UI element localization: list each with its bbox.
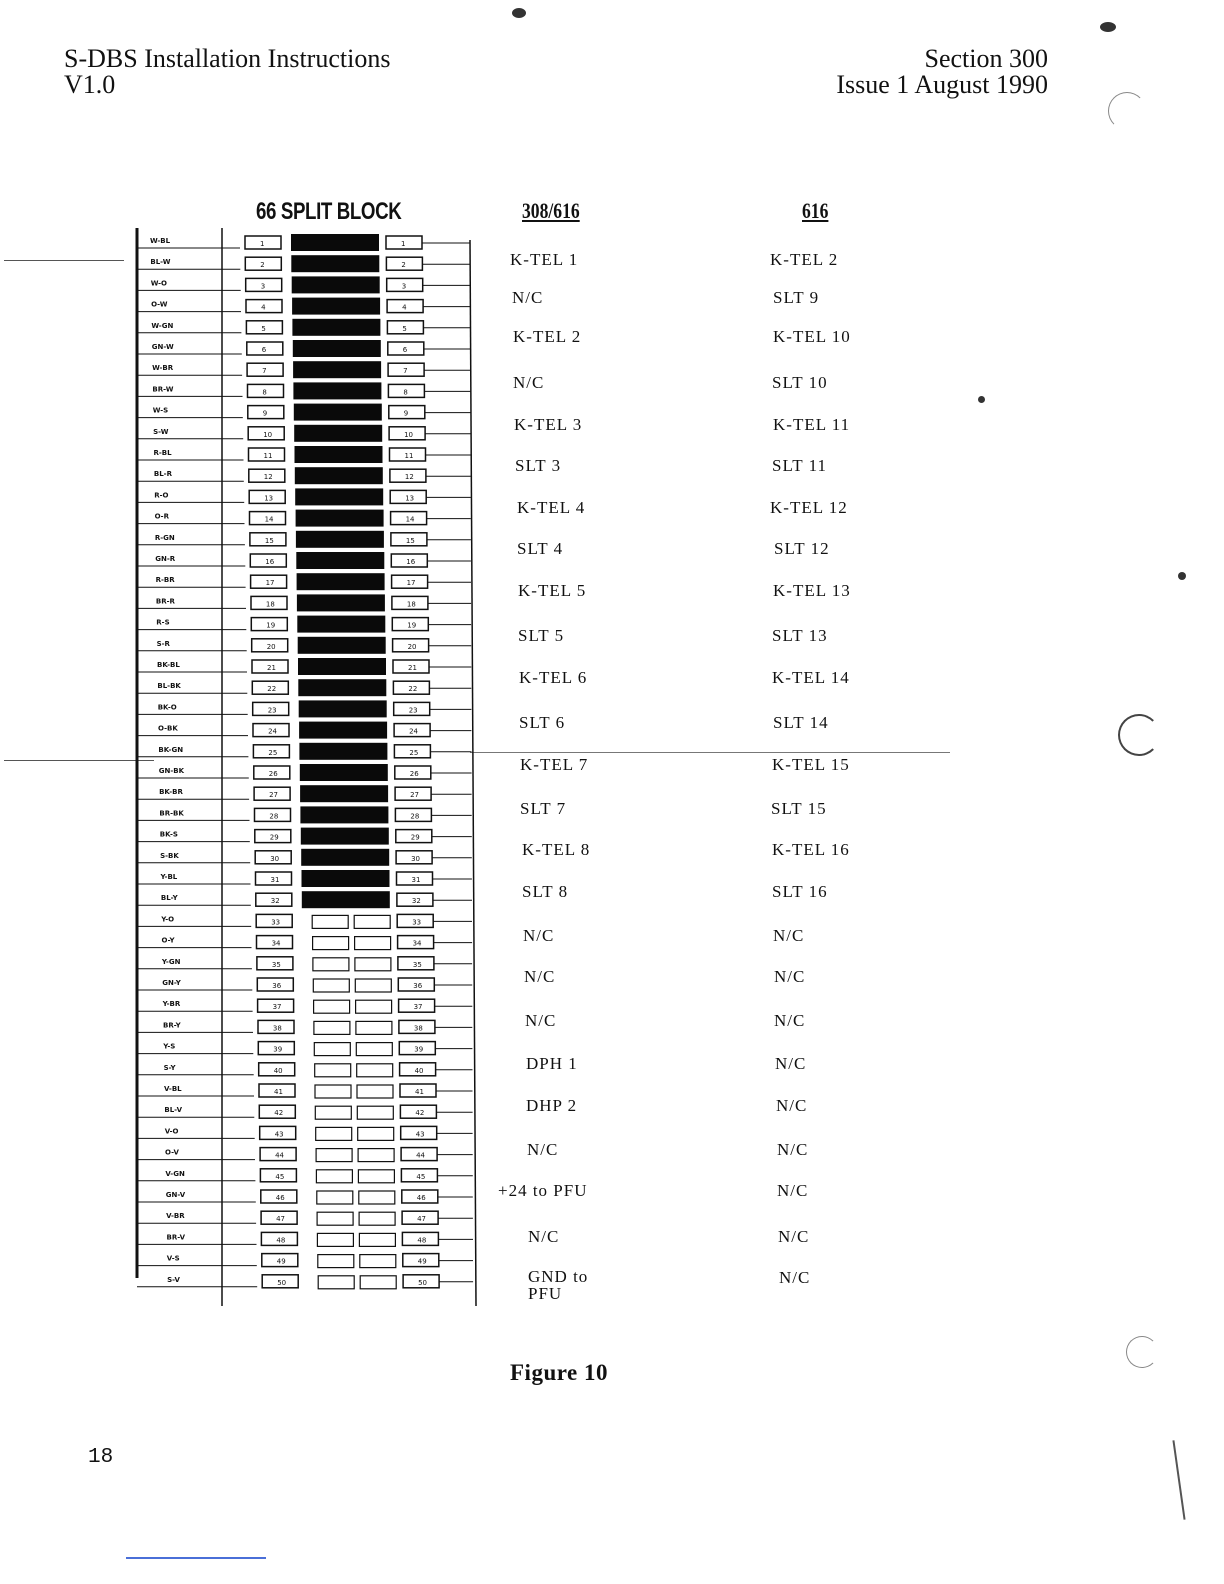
bridging-clip bbox=[296, 510, 384, 527]
assignment-308-616: +24 to PFU bbox=[498, 1181, 588, 1200]
header-left bbox=[64, 46, 390, 98]
assignment-616: SLT 10 bbox=[772, 373, 828, 392]
left-clip-number: 32 bbox=[270, 897, 280, 906]
bridging-clip bbox=[295, 467, 383, 484]
scan-speck bbox=[512, 8, 526, 18]
right-clip-number: 19 bbox=[407, 621, 417, 630]
right-clip-number: 21 bbox=[408, 664, 417, 672]
right-clip-number: 8 bbox=[403, 388, 408, 397]
assignment-616: SLT 16 bbox=[772, 882, 828, 901]
assignment-308-616: DPH 1 bbox=[526, 1054, 578, 1073]
column-header-308-616: 308/616 bbox=[522, 198, 580, 223]
open-clip bbox=[316, 1149, 352, 1162]
assignment-616: N/C bbox=[777, 1181, 809, 1200]
open-clip bbox=[318, 1276, 354, 1289]
assignment-308-616: N/C bbox=[512, 288, 544, 307]
wire-color-label: O-BK bbox=[158, 724, 178, 733]
open-clip bbox=[318, 1255, 354, 1268]
wire-color-label: O-V bbox=[165, 1148, 179, 1157]
bridging-clip bbox=[296, 531, 384, 548]
right-clip-number: 16 bbox=[406, 558, 416, 566]
open-clip bbox=[358, 1127, 394, 1140]
section-number: Section 300 bbox=[924, 44, 1048, 73]
right-clip-number: 32 bbox=[411, 897, 421, 906]
open-clip bbox=[357, 1085, 393, 1098]
assignment-308-616: N/C bbox=[513, 373, 545, 392]
left-clip-number: 12 bbox=[263, 473, 273, 482]
left-clip-number: 48 bbox=[276, 1236, 286, 1245]
assignment-308-616: N/C bbox=[528, 1227, 560, 1246]
wire-color-label: S-W bbox=[153, 427, 169, 436]
open-clip bbox=[317, 1233, 353, 1246]
wire-color-label: O-W bbox=[151, 300, 168, 309]
open-clip bbox=[315, 1106, 351, 1119]
left-clip-number: 29 bbox=[269, 833, 279, 842]
left-clip-number: 30 bbox=[270, 854, 280, 863]
assignment-616: K-TEL 2 bbox=[770, 250, 839, 269]
right-clip-number: 42 bbox=[415, 1109, 425, 1118]
right-clip-number: 11 bbox=[404, 452, 414, 460]
bridging-clip bbox=[300, 806, 388, 823]
left-clip-number: 47 bbox=[276, 1215, 286, 1224]
right-clip-number: 29 bbox=[410, 833, 420, 842]
wire-color-label: O-R bbox=[154, 512, 169, 521]
open-clip bbox=[317, 1212, 353, 1225]
wire-color-label: BL-BK bbox=[157, 682, 181, 691]
bridging-clip bbox=[292, 319, 380, 336]
right-clip-number: 10 bbox=[404, 430, 414, 439]
wire-color-label: BK-S bbox=[159, 830, 178, 839]
split-block-diagram bbox=[130, 228, 490, 1308]
bridging-clip bbox=[300, 785, 388, 802]
wire-color-label: BL-Y bbox=[160, 894, 178, 903]
right-clip-number: 38 bbox=[413, 1024, 423, 1033]
assignment-616: N/C bbox=[774, 967, 806, 986]
right-clip-number: 2 bbox=[401, 261, 406, 270]
left-clip-number: 23 bbox=[267, 706, 277, 715]
wire-color-label: O-Y bbox=[161, 936, 175, 945]
left-clip-number: 4 bbox=[261, 303, 266, 312]
open-clip bbox=[314, 1043, 350, 1056]
right-clip-number: 35 bbox=[412, 960, 422, 969]
wire-color-label: S-Y bbox=[163, 1063, 176, 1072]
wire-color-label: R-O bbox=[154, 491, 169, 500]
assignment-616: K-TEL 13 bbox=[773, 581, 851, 600]
assignment-616: K-TEL 12 bbox=[770, 498, 848, 517]
binder-hole bbox=[1108, 92, 1146, 130]
right-clip-number: 9 bbox=[403, 409, 409, 418]
assignment-308-616: K-TEL 8 bbox=[522, 840, 591, 859]
right-clip-number: 48 bbox=[417, 1236, 427, 1245]
open-clip bbox=[357, 1064, 393, 1077]
open-clip bbox=[359, 1212, 395, 1225]
left-clip-number: 41 bbox=[274, 1088, 283, 1096]
assignment-308-616: SLT 7 bbox=[520, 799, 567, 818]
left-clip-number: 10 bbox=[263, 430, 273, 439]
bridging-clip bbox=[299, 700, 387, 717]
left-clip-number: 34 bbox=[271, 939, 281, 948]
left-clip-number: 40 bbox=[273, 1066, 283, 1075]
wire-color-label: BK-BR bbox=[159, 788, 183, 797]
right-clip-number: 13 bbox=[405, 494, 415, 503]
bridging-clip bbox=[301, 828, 389, 845]
bridging-clip bbox=[297, 573, 385, 590]
wire-color-label: BR-Y bbox=[163, 1021, 181, 1030]
wire-color-label: W-S bbox=[152, 406, 169, 415]
wire-color-label: BL-W bbox=[150, 258, 171, 267]
wire-color-label: W-GN bbox=[151, 321, 174, 330]
assignment-616: K-TEL 14 bbox=[772, 668, 850, 687]
open-clip bbox=[316, 1170, 352, 1183]
assignment-308-616: N/C bbox=[525, 1011, 557, 1030]
right-clip-number: 28 bbox=[410, 812, 420, 821]
open-clip bbox=[314, 1021, 350, 1034]
left-clip-number: 9 bbox=[262, 409, 268, 418]
assignment-308-616: N/C bbox=[527, 1140, 559, 1159]
right-clip-number: 37 bbox=[413, 1003, 423, 1012]
page-number: 18 bbox=[88, 1446, 114, 1469]
document-version: V1.0 bbox=[64, 70, 116, 99]
left-clip-number: 38 bbox=[272, 1024, 282, 1033]
right-clip-number: 12 bbox=[404, 473, 414, 482]
right-clip-number: 34 bbox=[412, 939, 422, 948]
assignment-308-616: SLT 6 bbox=[519, 713, 566, 732]
right-clip-number: 5 bbox=[402, 324, 407, 333]
binder-hole bbox=[1118, 714, 1160, 756]
bridging-clip bbox=[293, 361, 381, 378]
assignment-616: K-TEL 15 bbox=[772, 755, 850, 774]
bridging-clip bbox=[298, 679, 386, 696]
assignment-308-616: DHP 2 bbox=[526, 1096, 578, 1115]
wire-color-label: GN-R bbox=[155, 555, 176, 563]
bridging-clip bbox=[299, 743, 387, 760]
left-clip-number: 43 bbox=[274, 1130, 284, 1139]
block-title: 66 SPLIT BLOCK bbox=[256, 198, 402, 225]
left-clip-number: 26 bbox=[268, 770, 278, 778]
bridging-clip bbox=[296, 552, 384, 569]
bridging-clip bbox=[299, 722, 387, 739]
open-clip bbox=[355, 958, 391, 971]
left-clip-number: 42 bbox=[274, 1109, 284, 1118]
left-clip-number: 17 bbox=[265, 579, 275, 588]
scan-speck bbox=[978, 396, 985, 403]
open-clip bbox=[355, 979, 391, 992]
bridging-clip bbox=[292, 276, 380, 293]
open-clip bbox=[313, 958, 349, 971]
left-clip-number: 39 bbox=[273, 1045, 283, 1054]
assignment-308-616: N/C bbox=[523, 926, 555, 945]
left-clip-number: 35 bbox=[271, 960, 281, 969]
assignment-616: SLT 14 bbox=[773, 713, 829, 732]
left-clip-number: 1 bbox=[260, 240, 265, 248]
left-clip-number: 2 bbox=[260, 261, 265, 270]
left-clip-number: 18 bbox=[265, 600, 275, 609]
right-clip-number: 6 bbox=[402, 346, 408, 354]
open-clip bbox=[358, 1170, 394, 1183]
open-clip bbox=[314, 1000, 350, 1013]
wire-color-label: V-O bbox=[164, 1127, 179, 1136]
wire-color-label: R-BR bbox=[155, 576, 175, 585]
bridging-clip bbox=[294, 404, 382, 421]
right-clip-number: 17 bbox=[406, 579, 416, 588]
wire-color-label: Y-S bbox=[163, 1042, 176, 1051]
assignment-616: N/C bbox=[779, 1268, 811, 1287]
wire-color-label: Y-BR bbox=[162, 1000, 181, 1009]
wire-color-label: Y-O bbox=[161, 915, 175, 924]
assignment-616: N/C bbox=[776, 1096, 808, 1115]
bridging-clip bbox=[298, 658, 386, 675]
wire-color-label: BR-R bbox=[155, 597, 175, 606]
open-clip bbox=[356, 1021, 392, 1034]
open-clip bbox=[360, 1276, 396, 1289]
open-clip bbox=[313, 979, 349, 992]
open-clip bbox=[356, 1043, 392, 1056]
open-clip bbox=[355, 937, 391, 950]
scan-speck bbox=[1100, 22, 1116, 32]
wire-color-label: GN-V bbox=[165, 1191, 186, 1199]
wire-color-label: W-O bbox=[150, 279, 167, 288]
right-clip-number: 30 bbox=[411, 854, 421, 863]
right-clip-number: 44 bbox=[416, 1151, 426, 1160]
left-clip-number: 25 bbox=[268, 748, 278, 757]
wire-color-label: S-BK bbox=[160, 851, 179, 860]
bridging-clip bbox=[294, 425, 382, 442]
left-clip-number: 5 bbox=[261, 324, 266, 333]
left-clip-number: 37 bbox=[272, 1003, 282, 1012]
scan-line bbox=[4, 260, 124, 261]
right-clip-number: 1 bbox=[401, 240, 406, 248]
assignment-616: SLT 9 bbox=[773, 288, 820, 307]
open-clip bbox=[317, 1191, 353, 1204]
bridging-clip bbox=[295, 446, 383, 463]
bridging-clip bbox=[293, 382, 381, 399]
right-clip-number: 7 bbox=[403, 367, 408, 376]
column-header-616: 616 bbox=[802, 198, 829, 223]
left-clip-number: 21 bbox=[267, 664, 276, 672]
left-clip-number: 50 bbox=[277, 1278, 287, 1287]
right-clip-number: 14 bbox=[405, 515, 415, 524]
wire-color-label: W-BL bbox=[150, 237, 171, 245]
right-clip-number: 26 bbox=[409, 770, 419, 778]
right-clip-number: 41 bbox=[415, 1088, 424, 1096]
open-clip bbox=[315, 1085, 351, 1098]
assignment-616: N/C bbox=[778, 1227, 810, 1246]
right-clip-number: 15 bbox=[405, 536, 415, 545]
left-clip-number: 46 bbox=[275, 1194, 285, 1202]
open-clip bbox=[360, 1255, 396, 1268]
assignment-616: N/C bbox=[775, 1054, 807, 1073]
right-clip-number: 33 bbox=[412, 918, 422, 927]
left-clip-number: 49 bbox=[276, 1257, 286, 1266]
assignment-308-616: K-TEL 7 bbox=[520, 755, 589, 774]
right-clip-number: 46 bbox=[416, 1194, 426, 1202]
open-clip bbox=[354, 915, 390, 928]
left-clip-number: 13 bbox=[264, 494, 274, 503]
wire-color-label: V-S bbox=[166, 1254, 180, 1263]
assignment-308-616: K-TEL 1 bbox=[510, 250, 579, 269]
assignment-616: N/C bbox=[777, 1140, 809, 1159]
assignment-308-616: GND to PFU bbox=[528, 1267, 589, 1303]
assignment-616: SLT 11 bbox=[772, 456, 827, 475]
open-clip bbox=[359, 1191, 395, 1204]
wire-color-label: S-R bbox=[156, 639, 170, 648]
assignment-308-616: N/C bbox=[524, 967, 556, 986]
assignment-308-616: K-TEL 6 bbox=[519, 668, 588, 687]
left-clip-number: 19 bbox=[266, 621, 276, 630]
assignment-616: N/C bbox=[773, 926, 805, 945]
left-clip-number: 16 bbox=[265, 558, 275, 566]
document-title: S-DBS Installation Instructions bbox=[64, 44, 391, 73]
assignment-616: SLT 12 bbox=[774, 539, 830, 558]
wire-color-label: GN-Y bbox=[162, 979, 181, 987]
right-clip-number: 40 bbox=[414, 1066, 424, 1075]
right-clip-number: 31 bbox=[411, 876, 421, 884]
wire-color-label: BK-O bbox=[157, 703, 177, 712]
scan-edge-mark bbox=[1172, 1440, 1185, 1519]
assignment-616: K-TEL 10 bbox=[773, 327, 851, 346]
left-clip-number: 36 bbox=[272, 982, 282, 990]
assignment-308-616: SLT 5 bbox=[518, 626, 565, 645]
binder-hole bbox=[1126, 1336, 1158, 1368]
wire-color-label: BR-W bbox=[152, 385, 174, 394]
right-clip-number: 25 bbox=[409, 748, 419, 757]
assignment-616: SLT 15 bbox=[771, 799, 827, 818]
wire-color-label: BR-V bbox=[166, 1233, 186, 1242]
right-clip-number: 50 bbox=[418, 1278, 428, 1287]
assignment-616: SLT 13 bbox=[772, 626, 828, 645]
figure-caption: Figure 10 bbox=[510, 1360, 608, 1385]
issue-date: Issue 1 August 1990 bbox=[836, 70, 1048, 99]
right-clip-number: 18 bbox=[406, 600, 416, 609]
assignment-308-616: SLT 3 bbox=[515, 456, 562, 475]
wire-color-label: R-GN bbox=[154, 533, 175, 542]
bridging-clip bbox=[302, 891, 390, 908]
left-clip-number: 6 bbox=[261, 346, 267, 354]
left-clip-number: 33 bbox=[271, 918, 281, 927]
right-clip-number: 3 bbox=[401, 282, 407, 291]
wire-color-label: R-BL bbox=[153, 449, 172, 457]
open-clip bbox=[359, 1233, 395, 1246]
right-clip-number: 39 bbox=[414, 1045, 424, 1054]
right-clip-number: 47 bbox=[417, 1215, 427, 1224]
bridging-clip bbox=[292, 298, 380, 315]
wire-color-label: GN-W bbox=[151, 343, 174, 351]
scan-line bbox=[470, 752, 950, 753]
wire-color-label: Y-BL bbox=[160, 873, 178, 881]
right-clip-number: 23 bbox=[408, 706, 418, 715]
wire-color-label: BL-V bbox=[164, 1106, 183, 1115]
assignment-308-616: K-TEL 2 bbox=[513, 327, 582, 346]
bridging-clip bbox=[298, 637, 386, 654]
left-clip-number: 22 bbox=[267, 685, 277, 694]
open-clip bbox=[357, 1106, 393, 1119]
wire-color-label: V-GN bbox=[165, 1169, 185, 1178]
assignment-616: K-TEL 11 bbox=[773, 415, 851, 434]
assignment-616: K-TEL 16 bbox=[772, 840, 850, 859]
wire-color-label: R-S bbox=[156, 618, 170, 627]
bridging-clip bbox=[300, 764, 388, 781]
open-clip bbox=[312, 915, 348, 928]
wire-color-label: GN-BK bbox=[158, 767, 185, 775]
scan-edge-mark bbox=[126, 1557, 266, 1559]
wire-color-label: BR-BK bbox=[159, 809, 184, 818]
left-clip-number: 14 bbox=[264, 515, 274, 524]
wire-color-label: V-BL bbox=[164, 1085, 182, 1093]
right-clip-number: 36 bbox=[413, 982, 423, 990]
left-clip-number: 24 bbox=[268, 727, 278, 736]
wire-color-label: V-BR bbox=[166, 1212, 185, 1221]
open-clip bbox=[313, 937, 349, 950]
assignment-308-616: SLT 4 bbox=[517, 539, 564, 558]
right-clip-number: 43 bbox=[415, 1130, 425, 1139]
right-clip-number: 49 bbox=[417, 1257, 427, 1266]
left-clip-number: 45 bbox=[275, 1172, 285, 1181]
left-clip-number: 27 bbox=[269, 791, 279, 800]
wire-color-label: Y-GN bbox=[161, 957, 181, 966]
right-clip-number: 27 bbox=[410, 791, 420, 800]
wire-color-label: BL-R bbox=[153, 470, 172, 479]
bridging-clip bbox=[293, 340, 381, 357]
scan-speck bbox=[1178, 572, 1186, 580]
right-clip-number: 20 bbox=[407, 642, 417, 651]
bridging-clip bbox=[295, 488, 383, 505]
bridging-clip bbox=[302, 870, 390, 887]
left-clip-number: 31 bbox=[270, 876, 280, 884]
bridging-clip bbox=[297, 616, 385, 633]
left-clip-number: 28 bbox=[269, 812, 279, 821]
right-clip-number: 4 bbox=[402, 303, 407, 312]
right-clip-number: 45 bbox=[416, 1172, 426, 1181]
assignment-308-616: K-TEL 3 bbox=[514, 415, 583, 434]
open-clip bbox=[316, 1127, 352, 1140]
left-clip-number: 11 bbox=[263, 452, 273, 460]
left-clip-number: 3 bbox=[260, 282, 266, 291]
wire-color-label: BK-GN bbox=[158, 745, 184, 754]
bridging-clip bbox=[301, 849, 389, 866]
bridging-clip bbox=[297, 594, 385, 611]
left-clip-number: 44 bbox=[275, 1151, 285, 1160]
left-clip-number: 15 bbox=[264, 536, 274, 545]
bridging-clip bbox=[291, 255, 379, 272]
wire-color-label: W-BR bbox=[152, 364, 174, 373]
assignment-308-616: SLT 8 bbox=[522, 882, 569, 901]
open-clip bbox=[356, 1000, 392, 1013]
assignment-616: N/C bbox=[774, 1011, 806, 1030]
right-clip-number: 24 bbox=[409, 727, 419, 736]
left-clip-number: 8 bbox=[262, 388, 267, 397]
header-right bbox=[836, 46, 1048, 98]
open-clip bbox=[315, 1064, 351, 1077]
assignment-308-616: K-TEL 5 bbox=[518, 581, 587, 600]
left-clip-number: 20 bbox=[266, 642, 276, 651]
wire-color-label: S-V bbox=[167, 1275, 180, 1284]
wire-color-label: BK-BL bbox=[157, 661, 180, 669]
open-clip bbox=[358, 1149, 394, 1162]
left-clip-number: 7 bbox=[262, 367, 267, 376]
right-clip-number: 22 bbox=[408, 685, 418, 694]
assignment-308-616: K-TEL 4 bbox=[517, 498, 586, 517]
bridging-clip bbox=[291, 234, 379, 251]
